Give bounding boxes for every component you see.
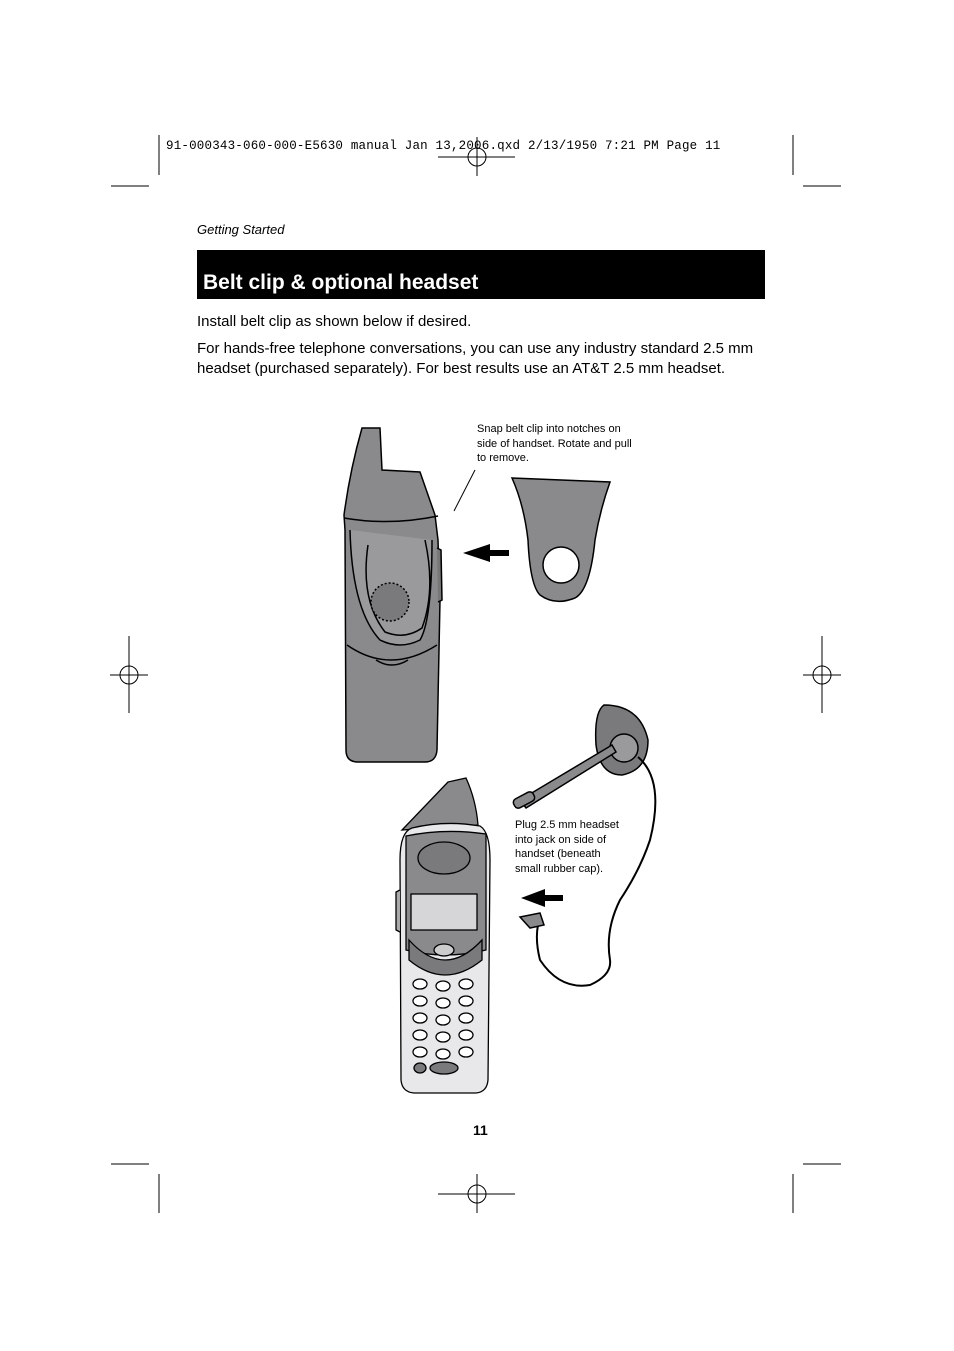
title-bar [197, 250, 765, 299]
page-number: 11 [473, 1122, 488, 1138]
clip-leader-line [454, 470, 475, 511]
clip-arrow-icon [463, 544, 509, 562]
handset-back-illustration [344, 428, 442, 762]
page-title: Belt clip & optional headset [203, 271, 479, 294]
belt-clip-caption: Snap belt clip into notches on side of handset. Rotate and pull to remove. [477, 423, 632, 464]
body-paragraph-1: Install belt clip as shown below if desired. [197, 313, 472, 330]
print-slug: 91-000343-060-000-E5630 manual Jan 13,2006.qxd 2/13/1950 7:21 PM Page 11 [166, 139, 721, 153]
headset-caption: Plug 2.5 mm headset into jack on side of handset (beneath small rubber cap). [515, 819, 619, 875]
section-label: Getting Started [197, 222, 285, 237]
body-paragraph-2: For hands-free telephone conversations, you can use any industry standard 2.5 mm headset (purchased separately). For best results use an AT&T 2.5 mm headset. [197, 340, 754, 377]
handset-front-illustration [396, 778, 490, 1093]
belt-clip-illustration [512, 478, 610, 601]
headset-arrow-icon [521, 889, 563, 907]
